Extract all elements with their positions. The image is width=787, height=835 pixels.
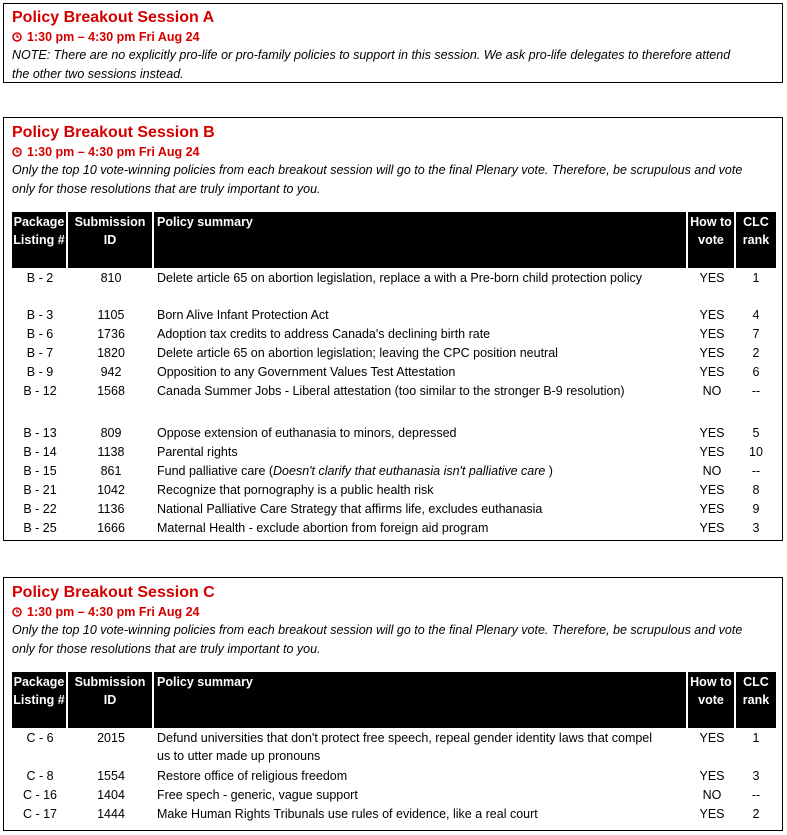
table-row: B - 13 809 Oppose extension of euthanasia to minors, depressed YES 5 <box>23 426 760 440</box>
table-row: C - 16 1404 Free spech - generic, vague support NO -- <box>22 788 761 802</box>
session-b-table <box>12 212 776 535</box>
table-row: B - 6 1736 Adoption tax credits to address Canada's declining birth rate YES 7 <box>26 327 760 341</box>
session-b-box <box>3 117 783 541</box>
table-row: B - 22 1136 National Palliative Care Strategy that affirms life, excludes euthanasia YES 9 <box>23 502 760 516</box>
session-a-time <box>12 28 774 46</box>
session-c-table <box>12 672 776 822</box>
session-b-title: Policy Breakout Session B <box>12 124 215 141</box>
table-row: B - 25 1666 Maternal Health - exclude abortion from foreign aid program YES 3 <box>23 521 760 535</box>
header-policy-summary: Policy summary <box>154 672 688 728</box>
header-clc-rank: CLC rank <box>742 215 770 247</box>
header-clc-rank: CLC rank <box>742 675 770 707</box>
session-c-note-line1: Only the top 10 vote-winning policies from each breakout session will go to the final Plenary vote. Therefore, be scrupulous and vote <box>12 623 743 637</box>
table-row: B - 15 861 Fund palliative care (Doesn't clarify that euthanasia isn't palliative care ) NO -- <box>23 464 761 478</box>
clock-icon <box>12 32 22 42</box>
session-c-time-text: 1:30 pm – 4:30 pm Fri Aug 24 <box>27 605 200 619</box>
session-a-note-line1: NOTE: There are no explicitly pro-life or pro-family policies to support in this session. We ask pro-life delegates to therefore attend <box>12 48 731 62</box>
clock-icon <box>12 607 22 617</box>
table-row: B - 21 1042 Recognize that pornography is a public health risk YES 8 <box>23 483 760 497</box>
session-c-box <box>3 577 783 831</box>
session-b-note-line1: Only the top 10 vote-winning policies from each breakout session will go to the final Plenary vote. Therefore, be scrupulous and vote <box>12 163 743 177</box>
header-submission-id: Submission ID <box>68 672 154 728</box>
header-listing: Package Listing # <box>12 212 68 268</box>
session-a-time-text: 1:30 pm – 4:30 pm Fri Aug 24 <box>27 30 200 44</box>
session-c-table-header <box>12 672 776 728</box>
session-c-time <box>12 603 774 621</box>
table-row: B - 2 810 Delete article 65 on abortion legislation, replace a with a Pre-born child protection policy YES 1 <box>26 271 760 285</box>
session-c-title: Policy Breakout Session C <box>12 584 215 601</box>
table-row: B - 14 1138 Parental rights YES 10 <box>23 445 763 459</box>
session-b-table-header <box>12 212 776 268</box>
table-row: C - 8 1554 Restore office of religious freedom YES 3 <box>26 769 760 783</box>
summary-palliative: Fund palliative care (Doesn't clarify that euthanasia isn't palliative care ) <box>157 464 553 478</box>
header-submission-id: Submission ID <box>68 212 154 268</box>
session-a-title: Policy Breakout Session A <box>12 9 215 26</box>
session-c-note-line2: only for those resolutions that are truly important to you. <box>12 642 321 656</box>
session-b-note-line2: only for those resolutions that are truly important to you. <box>12 182 321 196</box>
summary-two-line: Defund universities that don't protect free speech, repeal gender identity laws that compel us to utter made up pronouns <box>157 731 653 763</box>
table-row: C - 6 2015 Defund universities that don't protect free speech, repeal gender identity laws that compel us to utter made up pronouns YES 1 <box>26 731 760 763</box>
header-how-to-vote: How to vote <box>688 672 736 728</box>
table-row: C - 17 1444 Make Human Rights Tribunals use rules of evidence, like a real court YES 2 <box>22 807 760 821</box>
session-b-time-text: 1:30 pm – 4:30 pm Fri Aug 24 <box>27 145 200 159</box>
header-listing: Package Listing # <box>12 672 68 728</box>
session-a-note-line2: the other two sessions instead. <box>12 67 184 81</box>
table-row: B - 3 1105 Born Alive Infant Protection Act YES 4 <box>26 308 760 322</box>
clock-icon <box>12 147 22 157</box>
session-b-time <box>12 143 774 161</box>
table-row: B - 12 1568 Canada Summer Jobs - Liberal attestation (too similar to the stronger B-9 resolution) NO -- <box>23 384 761 398</box>
table-row: B - 7 1820 Delete article 65 on abortion legislation; leaving the CPC position neutral YES 2 <box>26 346 760 360</box>
table-row: B - 9 942 Opposition to any Government Values Test Attestation YES 6 <box>26 365 760 379</box>
session-a-box <box>3 3 783 83</box>
header-how-to-vote: How to vote <box>688 212 736 268</box>
header-policy-summary: Policy summary <box>154 212 688 268</box>
